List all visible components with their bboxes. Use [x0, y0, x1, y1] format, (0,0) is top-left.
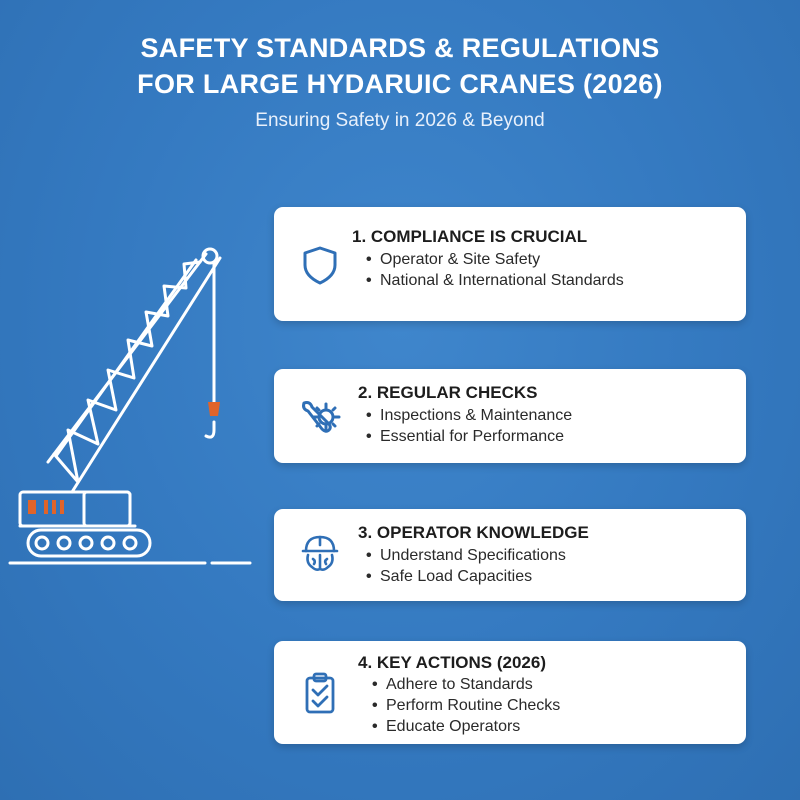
list-item: • Adhere to Standards [372, 674, 560, 695]
bullet-list [366, 249, 624, 291]
bullet-list [366, 405, 572, 447]
list-item: • Inspections & Maintenance [366, 405, 572, 426]
shield-icon [298, 243, 342, 287]
bullet-list [372, 674, 560, 737]
title-line-1: SAFETY STANDARDS & REGULATIONS [140, 33, 660, 63]
card-heading: 2. REGULAR CHECKS [358, 383, 538, 402]
list-item: • Perform Routine Checks [372, 695, 560, 716]
card-heading: 3. OPERATOR KNOWLEDGE [358, 523, 589, 542]
list-item: • Safe Load Capacities [366, 566, 566, 587]
crawler-crane-icon [0, 230, 270, 580]
list-item: • National & International Standards [366, 270, 624, 291]
list-item: • Operator & Site Safety [366, 249, 624, 270]
card-heading: 4. KEY ACTIONS (2026) [358, 653, 547, 672]
subtitle: Ensuring Safety in 2026 & Beyond [255, 110, 545, 131]
card-key-actions [274, 641, 746, 744]
title-line-2: FOR LARGE HYDARUIC CRANES (2026) [137, 69, 663, 99]
list-item: • Understand Specifications [366, 545, 566, 566]
card-regular-checks [274, 369, 746, 463]
card-operator-knowledge [274, 509, 746, 601]
checklist-icon [298, 671, 342, 715]
bullet-list [366, 545, 566, 587]
list-item: • Educate Operators [372, 716, 560, 737]
card-compliance [274, 207, 746, 321]
hardhat-brain-icon [298, 531, 342, 575]
wrench-gear-icon [298, 395, 342, 439]
page-title [0, 30, 800, 102]
list-item: • Essential for Performance [366, 426, 572, 447]
card-heading: 1. COMPLIANCE IS CRUCIAL [352, 227, 588, 246]
